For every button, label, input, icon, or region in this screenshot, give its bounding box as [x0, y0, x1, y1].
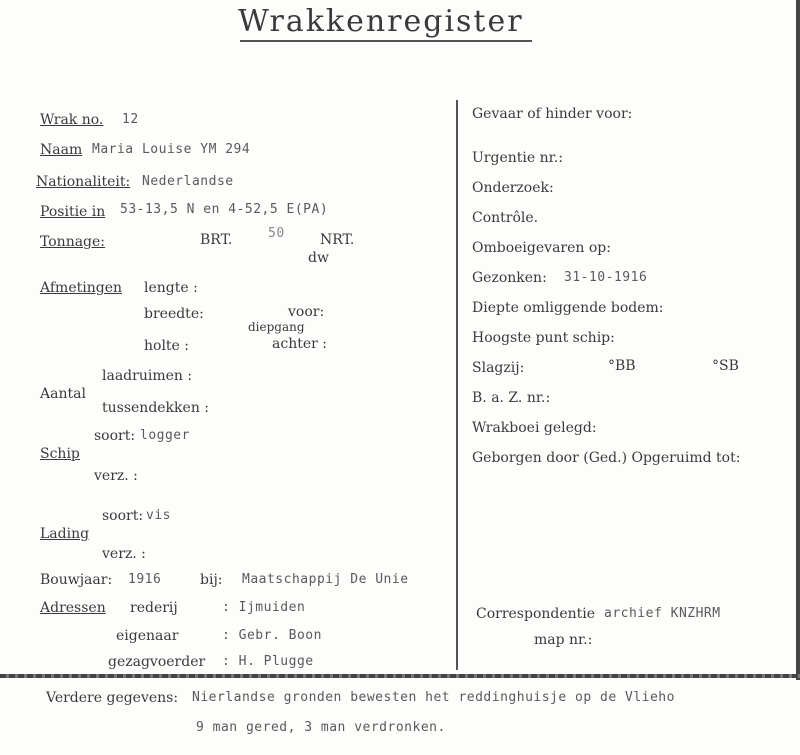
naam-value: Maria Louise YM 294 [92, 142, 251, 157]
laadruimen-label: laadruimen : [102, 368, 193, 384]
positie-label: Positie in [40, 204, 106, 220]
holte-label: holte : [144, 338, 190, 354]
lading-soort-value: vis [146, 508, 171, 523]
footer-divider [0, 674, 800, 678]
brt-value: 50 [268, 226, 285, 241]
dw-label: dw [308, 250, 329, 266]
wrakboei-label: Wrakboei gelegd: [472, 420, 597, 436]
onderzoek-label: Onderzoek: [472, 180, 554, 196]
diepte-label: Diepte omliggende bodem: [472, 300, 664, 316]
right-border [796, 0, 800, 680]
controle-label: Contrôle. [472, 210, 539, 226]
baz-label: B. a. Z. nr.: [472, 390, 551, 406]
urgentie-label: Urgentie nr.: [472, 150, 563, 166]
schip-soort-value: logger [140, 428, 190, 443]
lading-label: Lading [40, 526, 90, 542]
gezagvoerder-value: : H. Plugge [222, 654, 314, 669]
eigenaar-value: : Gebr. Boon [222, 628, 322, 643]
rederij-label: rederij [130, 600, 178, 616]
schip-verz-label: verz. : [94, 468, 138, 484]
gezonken-label: Gezonken: [472, 270, 547, 286]
eigenaar-label: eigenaar [116, 628, 179, 644]
omboeigevaren-label: Omboeigevaren op: [472, 240, 611, 256]
nationaliteit-value: Nederlandse [142, 174, 234, 189]
verdere-gegevens-line2: 9 man gered, 3 man verdronken. [196, 720, 446, 735]
breedte-label: breedte: [144, 306, 204, 322]
geborgen-label: Geborgen door (Ged.) Opgeruimd tot: [472, 450, 741, 466]
verdere-gegevens-label: Verdere gegevens: [46, 690, 179, 706]
rederij-value: : Ijmuiden [222, 600, 306, 615]
bb-label: °BB [608, 358, 636, 374]
voor-label: voor: [288, 304, 325, 320]
positie-value: 53-13,5 N en 4-52,5 E(PA) [120, 202, 329, 217]
brt-label: BRT. [200, 232, 233, 248]
map-label: map nr.: [534, 632, 593, 648]
nrt-label: NRT. [320, 232, 355, 248]
verdere-gegevens-line1: Nierlandse gronden bewesten het reddinghuisje op de Vlieho [192, 690, 675, 705]
schip-soort-label: soort: [94, 428, 136, 444]
gezagvoerder-label: gezagvoerder [108, 654, 206, 670]
achter-label: achter : [272, 336, 327, 352]
correspondentie-label: Correspondentie [476, 606, 596, 622]
sb-label: °SB [712, 358, 739, 374]
gevaar-label: Gevaar of hinder voor: [472, 106, 633, 122]
lading-soort-label: soort: [102, 508, 144, 524]
gezonken-value: 31-10-1916 [564, 270, 648, 285]
tussendekken-label: tussendekken : [102, 400, 209, 416]
schip-label: Schip [40, 446, 80, 462]
nationaliteit-label: Nationaliteit: [36, 174, 131, 190]
title-underline [240, 40, 532, 42]
document-title: Wrakkenregister [238, 4, 524, 39]
naam-label: Naam [40, 142, 83, 158]
wrak-no-label: Wrak no. [40, 112, 104, 128]
column-divider [456, 100, 458, 670]
hoogste-label: Hoogste punt schip: [472, 330, 615, 346]
adressen-label: Adressen [40, 600, 106, 616]
correspondentie-value: archief KNZHRM [604, 606, 721, 621]
slagzij-label: Slagzij: [472, 360, 525, 376]
aantal-label: Aantal [40, 386, 86, 402]
afmetingen-label: Afmetingen [40, 280, 122, 296]
bij-label: bij: [200, 572, 223, 588]
lading-verz-label: verz. : [102, 546, 146, 562]
bouwjaar-value: 1916 [128, 572, 162, 587]
tonnage-label: Tonnage: [40, 234, 106, 250]
bij-value: Maatschappij De Unie [242, 572, 409, 587]
lengte-label: lengte : [144, 280, 198, 296]
wrak-no-value: 12 [122, 112, 139, 127]
bouwjaar-label: Bouwjaar: [40, 572, 113, 588]
diepgang-label: diepgang [248, 320, 305, 334]
